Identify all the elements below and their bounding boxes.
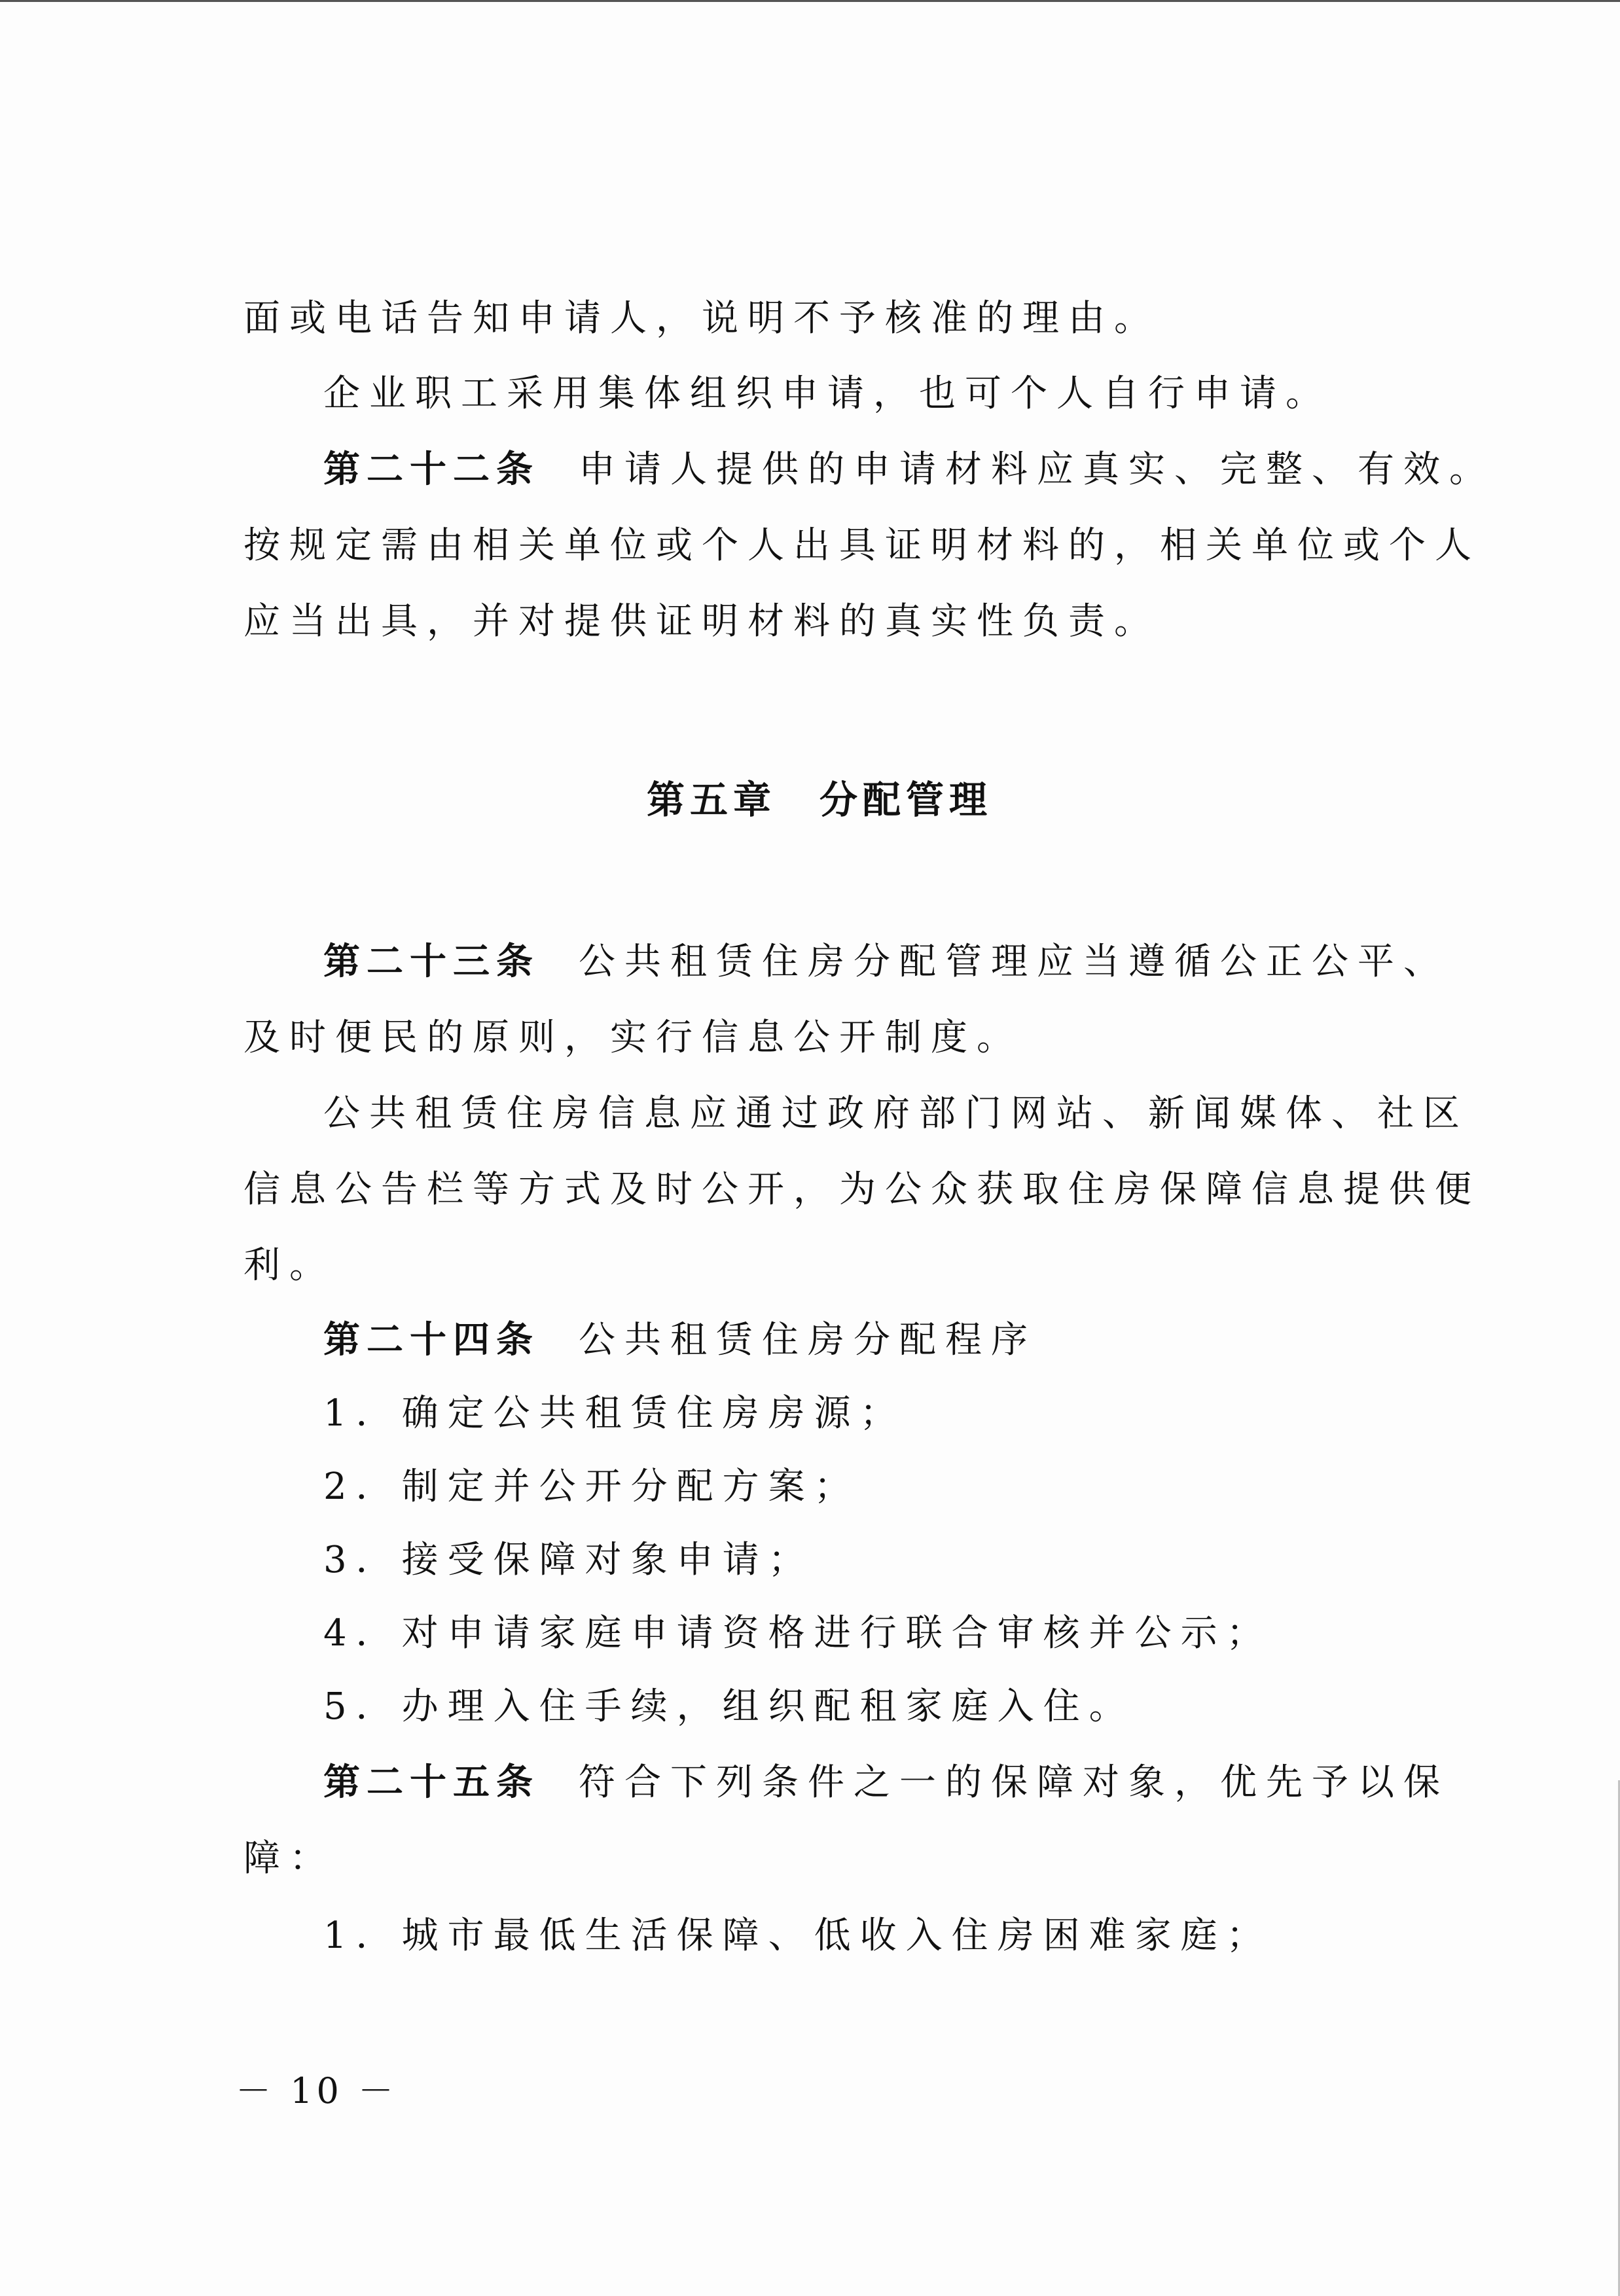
chapter-title: 第五章 分配管理	[646, 778, 992, 822]
article-text: 符合下列条件之一的保障对象，优先予以保	[579, 1761, 1449, 1804]
list-item: 1．确定公共租赁住房房源；	[323, 1392, 906, 1435]
article-heading: 第二十四条	[323, 1319, 539, 1361]
article-24-line	[323, 1314, 1037, 1367]
paragraph-line: 利。	[243, 1244, 335, 1287]
paragraph-line: 企业职工采用集体组织申请，也可个人自行申请。	[323, 372, 1331, 415]
page-number: － 10 －	[236, 2070, 398, 2111]
paragraph-line: 信息公告栏等方式及时公开，为公众获取住房保障信息提供便	[243, 1168, 1481, 1211]
list-item: 2．制定并公开分配方案；	[323, 1465, 860, 1508]
paragraph-line: 面或电话告知申请人，说明不予核准的理由。	[243, 297, 1160, 340]
article-heading: 第二十五条	[323, 1761, 539, 1804]
article-heading: 第二十二条	[323, 448, 539, 491]
paragraph-line: 及时便民的原则，实行信息公开制度。	[243, 1016, 1022, 1059]
article-text: 公共租赁住房分配管理应当遵循公正公平、	[579, 941, 1449, 983]
paragraph-line: 按规定需由相关单位或个人出具证明材料的，相关单位或个人	[243, 524, 1481, 567]
list-item: 4．对申请家庭申请资格进行联合审核并公示；	[323, 1612, 1272, 1655]
article-25-line	[323, 1757, 1449, 1809]
list-item: 3．接受保障对象申请；	[323, 1539, 814, 1581]
article-22-line	[323, 444, 1495, 496]
article-text: 申请人提供的申请材料应真实、完整、有效。	[579, 448, 1495, 491]
scan-top-border	[0, 0, 1620, 2]
article-23-line	[323, 936, 1449, 988]
article-text: 公共租赁住房分配程序	[579, 1319, 1037, 1361]
paragraph-line: 应当出具，并对提供证明材料的真实性负责。	[243, 600, 1160, 643]
list-item: 1．城市最低生活保障、低收入住房困难家庭；	[323, 1914, 1272, 1957]
paragraph-line: 公共租赁住房信息应通过政府部门网站、新闻媒体、社区	[323, 1092, 1469, 1135]
paragraph-line: 障：	[243, 1837, 335, 1880]
list-item: 5．办理入住手续，组织配租家庭入住。	[323, 1685, 1135, 1728]
article-heading: 第二十三条	[323, 941, 539, 983]
